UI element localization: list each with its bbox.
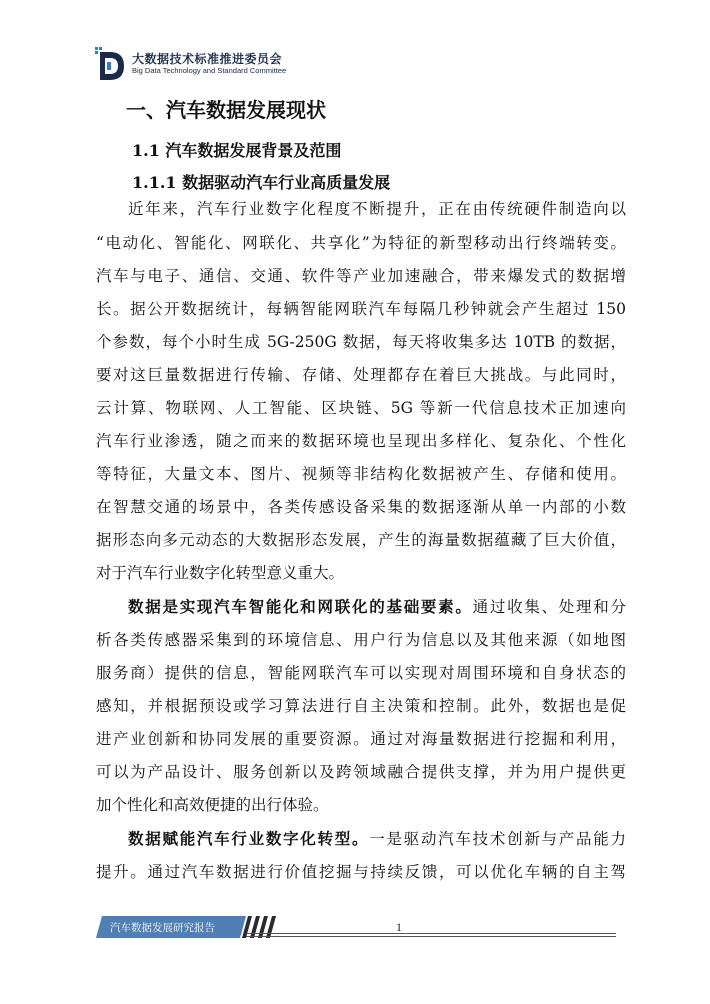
report-title: 汽车数据发展研究报告 [110,922,215,934]
paragraph-line: 等特征，大量文本、图片、视频等非结构化数据被产生、存储和使用。 [96,465,626,483]
paragraph-line [128,597,626,617]
paragraph-line: 服务商）提供的信息，智能网联汽车可以实现对周围环境和自身状态的 [96,664,626,682]
paragraph-line: 对于汽车行业数字化转型意义重大。 [96,564,345,582]
paragraph-line: 汽车行业渗透，随之而来的数据环境也呈现出多样化、复杂化、个性化 [96,432,626,450]
bold-lead: 数据是实现汽车智能化和网联化的基础要素。 [128,597,473,616]
paragraph-line: 个参数，每个小时生成 5G-250G 数据，每天将收集多达 10TB 的数据， [96,333,626,351]
paragraph-line: “电动化、智能化、网联化、共享化”为特征的新型移动出行终端转变。 [96,234,626,252]
line-text: 通过收集、处理和分 [472,598,626,616]
paragraph-line: 近年来，汽车行业数字化程度不断提升，正在由传统硬件制造向以 [128,200,626,218]
paragraph-line: 提升。通过汽车数据进行价值挖掘与持续反馈，可以优化车辆的自主驾 [96,863,626,881]
page-number: 1 [396,920,402,934]
subsection-heading: 1.1 汽车数据发展背景及范围 [132,141,342,160]
paragraph-line: 在智慧交通的场景中，各类传感设备采集的数据逐渐从单一内部的小数 [96,498,626,516]
paragraph-line: 加个性化和高效便捷的出行体验。 [96,796,329,814]
page-footer [96,916,616,946]
line-text: 一是驱动汽车技术创新与产品能力 [369,830,626,848]
paragraph-line: 可以为产品设计、服务创新以及跨领域融合提供支撑，并为用户提供更 [96,763,626,781]
org-name-cn: 大数据技术标准推进委员会 [132,52,283,66]
committee-logo-icon [94,44,128,82]
bold-lead: 数据赋能汽车行业数字化转型。 [128,829,370,848]
paragraph-line: 云计算、物联网、人工智能、区块链、5G 等新一代信息技术正加速向 [96,399,626,417]
paragraph-line: 长。据公开数据统计，每辆智能网联汽车每隔几秒钟就会产生超过 150 [96,300,626,318]
paragraph-line: 感知，并根据预设或学习算法进行自主决策和控制。此外，数据也是促 [96,697,626,715]
footer-rule [246,936,616,937]
paragraph-line: 据形态向多元动态的大数据形态发展，产生的海量数据蕴藏了巨大价值， [96,531,626,549]
footer-rule [246,933,616,934]
paragraph-line: 析各类传感器采集到的环境信息、用户行为信息以及其他来源（如地图 [96,631,626,649]
paragraph-line: 汽车与电子、通信、交通、软件等产业加速融合，带来爆发式的数据增 [96,267,626,285]
subsubsection-heading: 1.1.1 数据驱动汽车行业高质量发展 [132,173,391,192]
decorative-stripes [242,916,362,938]
org-name-en: Big Data Technology and Standard Committee [132,66,287,75]
section-heading: 一、汽车数据发展现状 [126,98,326,122]
paragraph-line [128,829,626,849]
paragraph-line: 要对这巨量数据进行传输、存储、处理都存在着巨大挑战。与此同时， [96,366,626,384]
paragraph-line: 进产业创新和协同发展的重要资源。通过对海量数据进行挖掘和利用， [96,730,626,748]
